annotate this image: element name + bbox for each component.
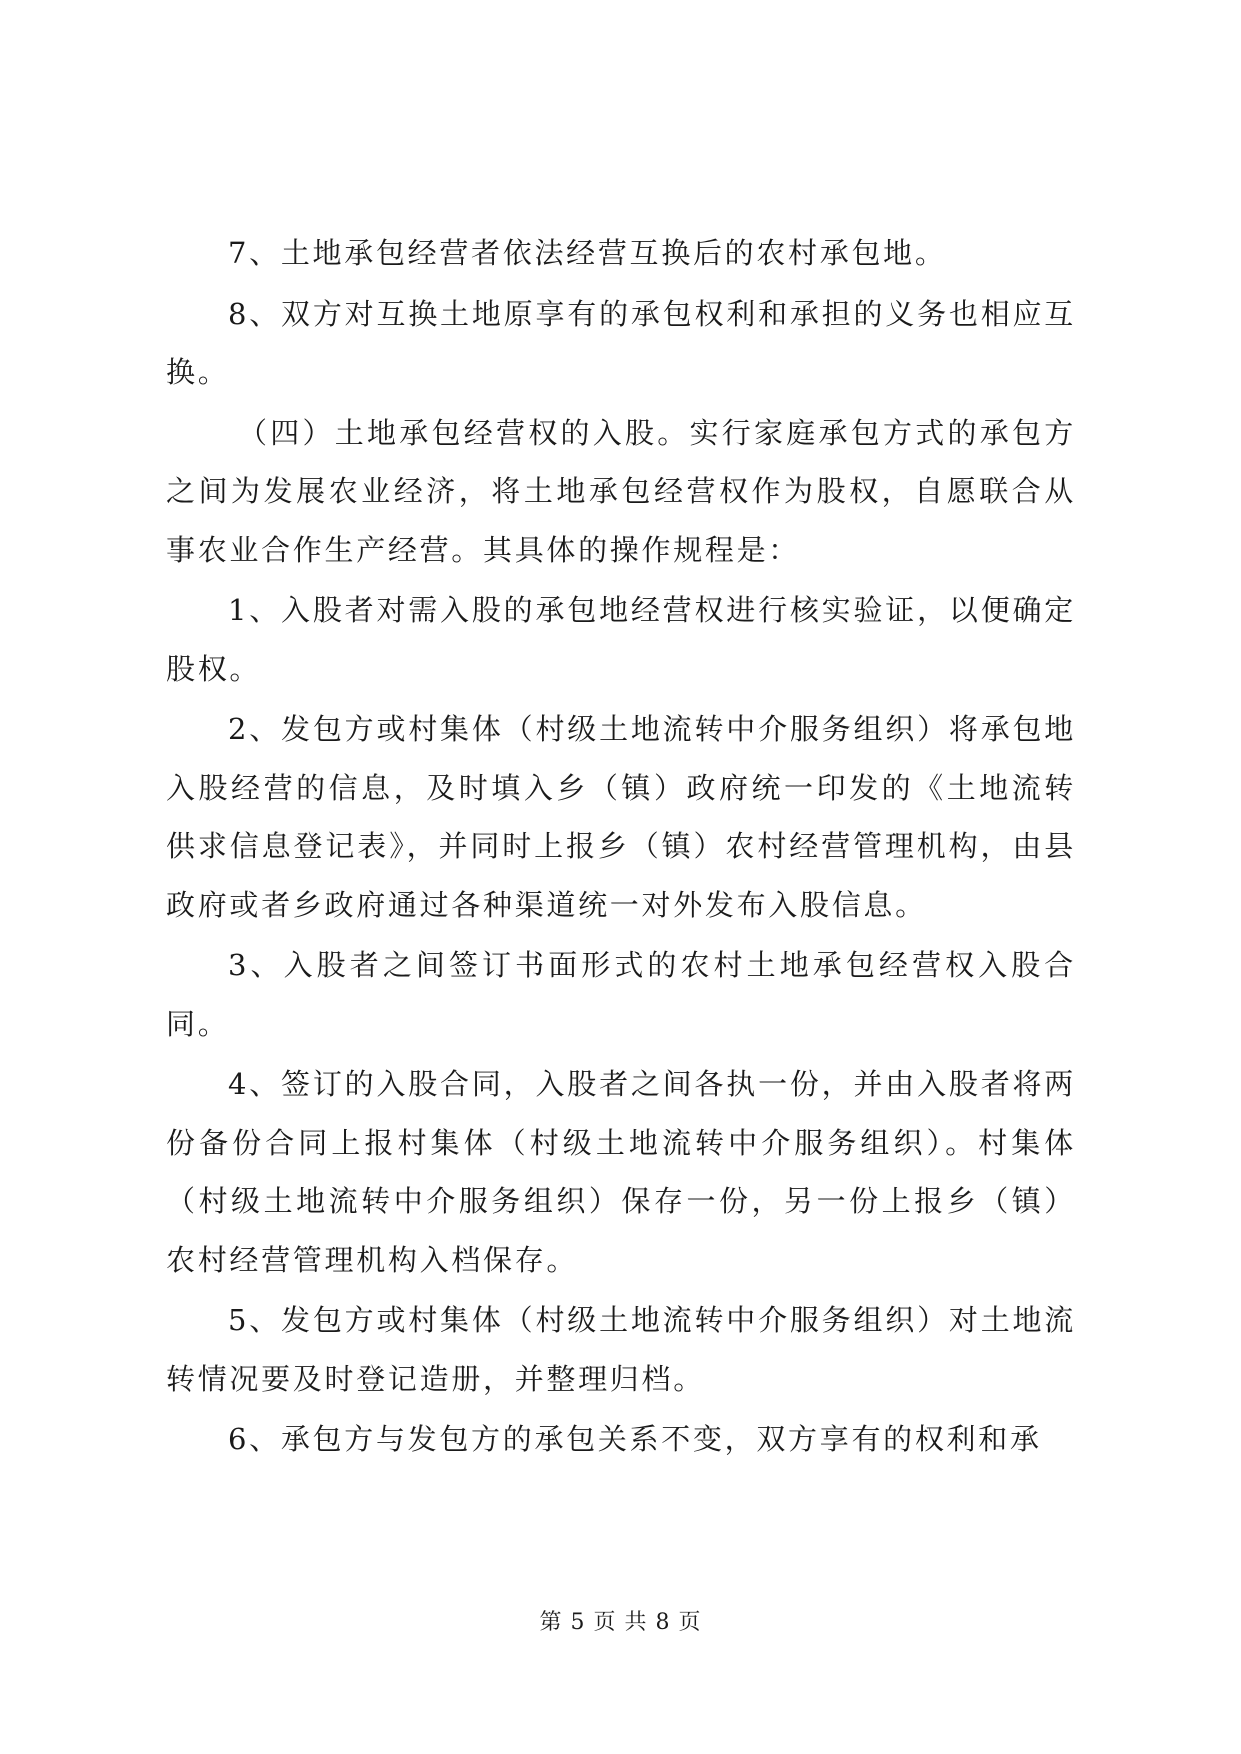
step-item-2: 2、发包方或村集体（村级土地流转中介服务组织）将承包地入股经营的信息，及时填入乡（镇）政府统一印发的《土地流转供求信息登记表》，并同时上报乡（镇）农村经营管理机构，由县政府或者乡政府通过各种渠道统一对外发布入股信息。 [166,712,1076,922]
paragraph-item-7: 7、土地承包经营者依法经营互换后的农村承包地。 [228,236,947,270]
section-heading-paragraph: （四）土地承包经营权的入股。实行家庭承包方式的承包方之间为发展农业经济，将土地承包经营权作为股权，自愿联合从事农业合作生产经营。其具体的操作规程是： [166,415,1076,567]
page-number-footer: 第 5 页 共 8 页 [539,1610,702,1635]
document-body [166,224,1076,1471]
paragraph-item-8: 8、双方对互换土地原享有的承包权利和承担的义务也相应互换。 [166,296,1076,389]
step-item-6: 6、承包方与发包方的承包关系不变，双方享有的权利和承 [228,1422,1042,1456]
step-item-3: 3、入股者之间签订书面形式的农村土地承包经营权入股合同。 [166,948,1076,1041]
step-item-1: 1、入股者对需入股的承包地经营权进行核实验证，以便确定股权。 [166,593,1076,686]
step-item-5: 5、发包方或村集体（村级土地流转中介服务组织）对土地流转情况要及时登记造册，并整理归档。 [166,1303,1076,1396]
step-item-4: 4、签订的入股合同，入股者之间各执一份，并由入股者将两份备份合同上报村集体（村级土地流转中介服务组织）。村集体（村级土地流转中介服务组织）保存一份，另一份上报乡（镇）农村经营管理机构入档保存。 [166,1067,1076,1277]
